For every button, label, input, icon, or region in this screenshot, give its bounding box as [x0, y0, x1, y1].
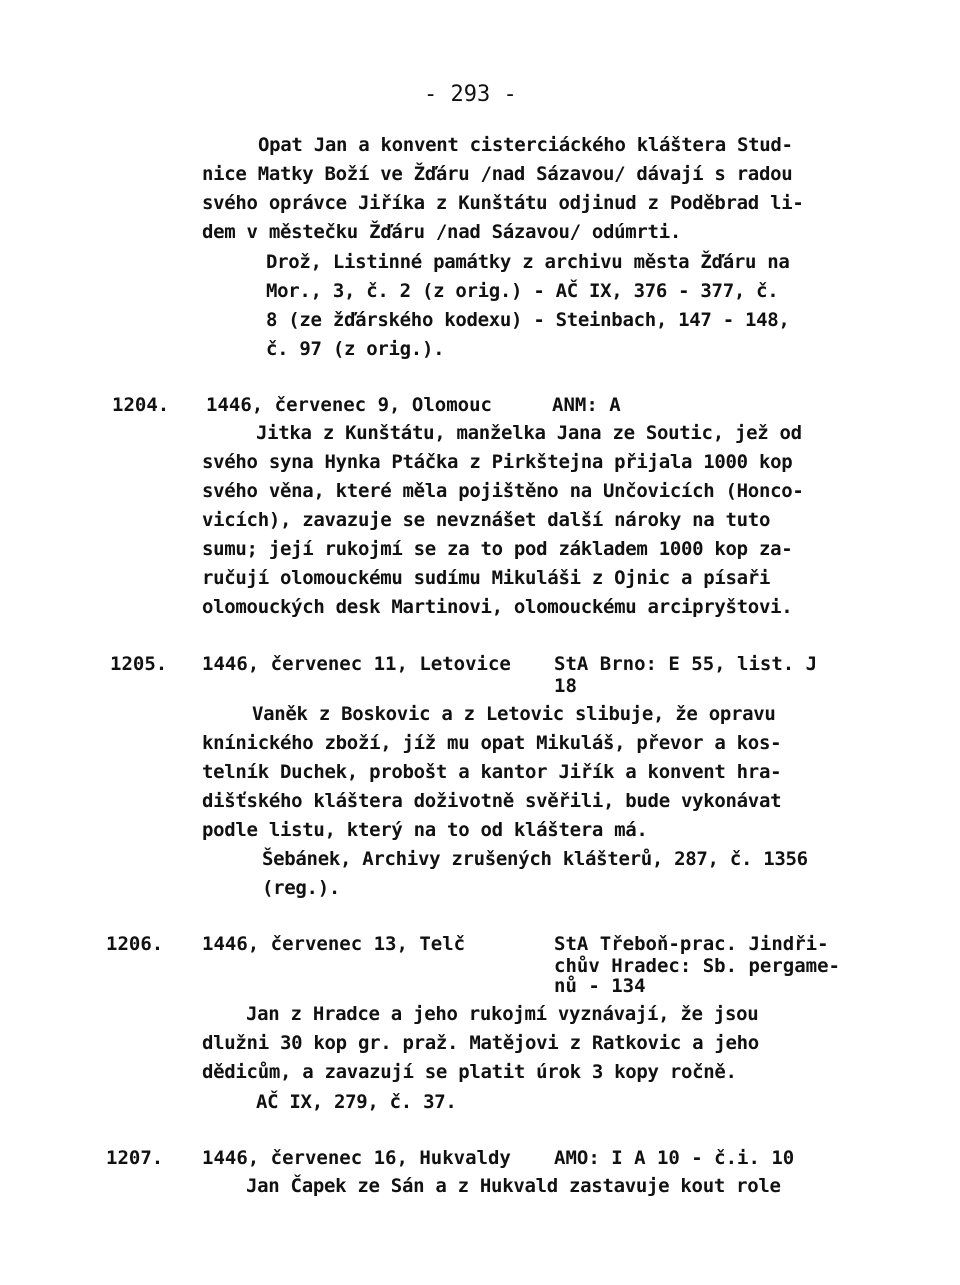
entry-date-place: 1446, červenec 16, Hukvaldy: [202, 1147, 511, 1169]
entry-text-line: knínického zboží, jíž mu opat Mikuláš, převor a kos-: [202, 732, 782, 754]
entry-text-line: dišťského kláštera doživotně svěřili, bude vykonávat: [202, 790, 782, 812]
entry-number: 1204.: [112, 394, 170, 416]
entry-text-line: vicích), zavazuje se nevznášet další nároky na tuto: [202, 509, 771, 531]
intro-line: nice Matky Boží ve Žďáru /nad Sázavou/ dávají s radou: [202, 163, 793, 185]
entry-archive: StA Třeboň-prac. Jindři-: [554, 933, 829, 955]
entry-text-line: podle listu, který na to od kláštera má.: [202, 819, 648, 841]
entry-archive: AMO: I A 10 - č.i. 10: [554, 1147, 795, 1169]
entry-text-line: ručují olomouckému sudímu Mikuláši z Ojnic a písaři: [202, 567, 771, 589]
entry-date-place: 1446, červenec 9, Olomouc: [206, 394, 492, 416]
entry-date-place: 1446, červenec 13, Telč: [202, 933, 466, 955]
entry-date-place: 1446, červenec 11, Letovice: [202, 653, 511, 675]
entry-archive: chův Hradec: Sb. pergame-: [554, 955, 840, 977]
page-number: - 293 -: [424, 82, 517, 107]
entry-number: 1206.: [106, 933, 164, 955]
entry-archive: 18: [554, 675, 577, 697]
entry-text-line: Jan z Hradce a jeho rukojmí vyznávají, že jsou: [246, 1003, 759, 1025]
entry-text-line: svého syna Hynka Ptáčka z Pirkštejna přijala 1000 kop: [202, 451, 793, 473]
entry-text-line: sumu; její rukojmí se za to pod základem 1000 kop za-: [202, 538, 793, 560]
entry-archive: StA Brno: E 55, list. J: [554, 653, 818, 675]
intro-line: Opat Jan a konvent cisterciáckého kláštera Stud-: [258, 134, 793, 156]
entry-text-line: svého věna, které měla pojištěno na Unčovicích (Honco-: [202, 480, 804, 502]
entry-text-line: olomouckých desk Martinovi, olomouckému arcipryštovi.: [202, 596, 793, 618]
intro-ref-line: Drož, Listinné památky z archivu města Žďáru na: [266, 251, 790, 273]
entry-ref-line: Šebánek, Archivy zrušených klášterů, 287, č. 1356: [262, 848, 808, 870]
entry-text-line: Jan Čapek ze Sán a z Hukvald zastavuje kout role: [246, 1175, 781, 1197]
entry-text-line: Vaněk z Boskovic a z Letovic slibuje, že opravu: [252, 703, 776, 725]
intro-ref-line: Mor., 3, č. 2 (z orig.) - AČ IX, 376 - 377, č.: [266, 280, 779, 302]
entry-text-line: Jitka z Kunštátu, manželka Jana ze Soutic, jež od: [256, 422, 802, 444]
entry-text-line: telník Duchek, probošt a kantor Jiřík a konvent hra-: [202, 761, 782, 783]
intro-line: svého oprávce Jiříka z Kunštátu odjinud z Poděbrad li-: [202, 192, 804, 214]
entry-number: 1205.: [110, 653, 168, 675]
intro-ref-line: č. 97 (z orig.).: [266, 338, 445, 360]
entry-text-line: dědicům, a zavazují se platit úrok 3 kopy ročně.: [202, 1061, 737, 1083]
entry-text-line: dlužni 30 kop gr. praž. Matějovi z Ratkovic a jeho: [202, 1032, 759, 1054]
intro-line: dem v městečku Žďáru /nad Sázavou/ odúmrti.: [202, 221, 681, 243]
entry-number: 1207.: [106, 1147, 164, 1169]
entry-ref-line: AČ IX, 279, č. 37.: [256, 1091, 457, 1113]
entry-archive: nů - 134: [554, 975, 646, 997]
entry-archive: ANM: A: [552, 394, 621, 416]
entry-ref-line: (reg.).: [262, 877, 340, 899]
intro-ref-line: 8 (ze žďárského kodexu) - Steinbach, 147 - 148,: [266, 309, 790, 331]
